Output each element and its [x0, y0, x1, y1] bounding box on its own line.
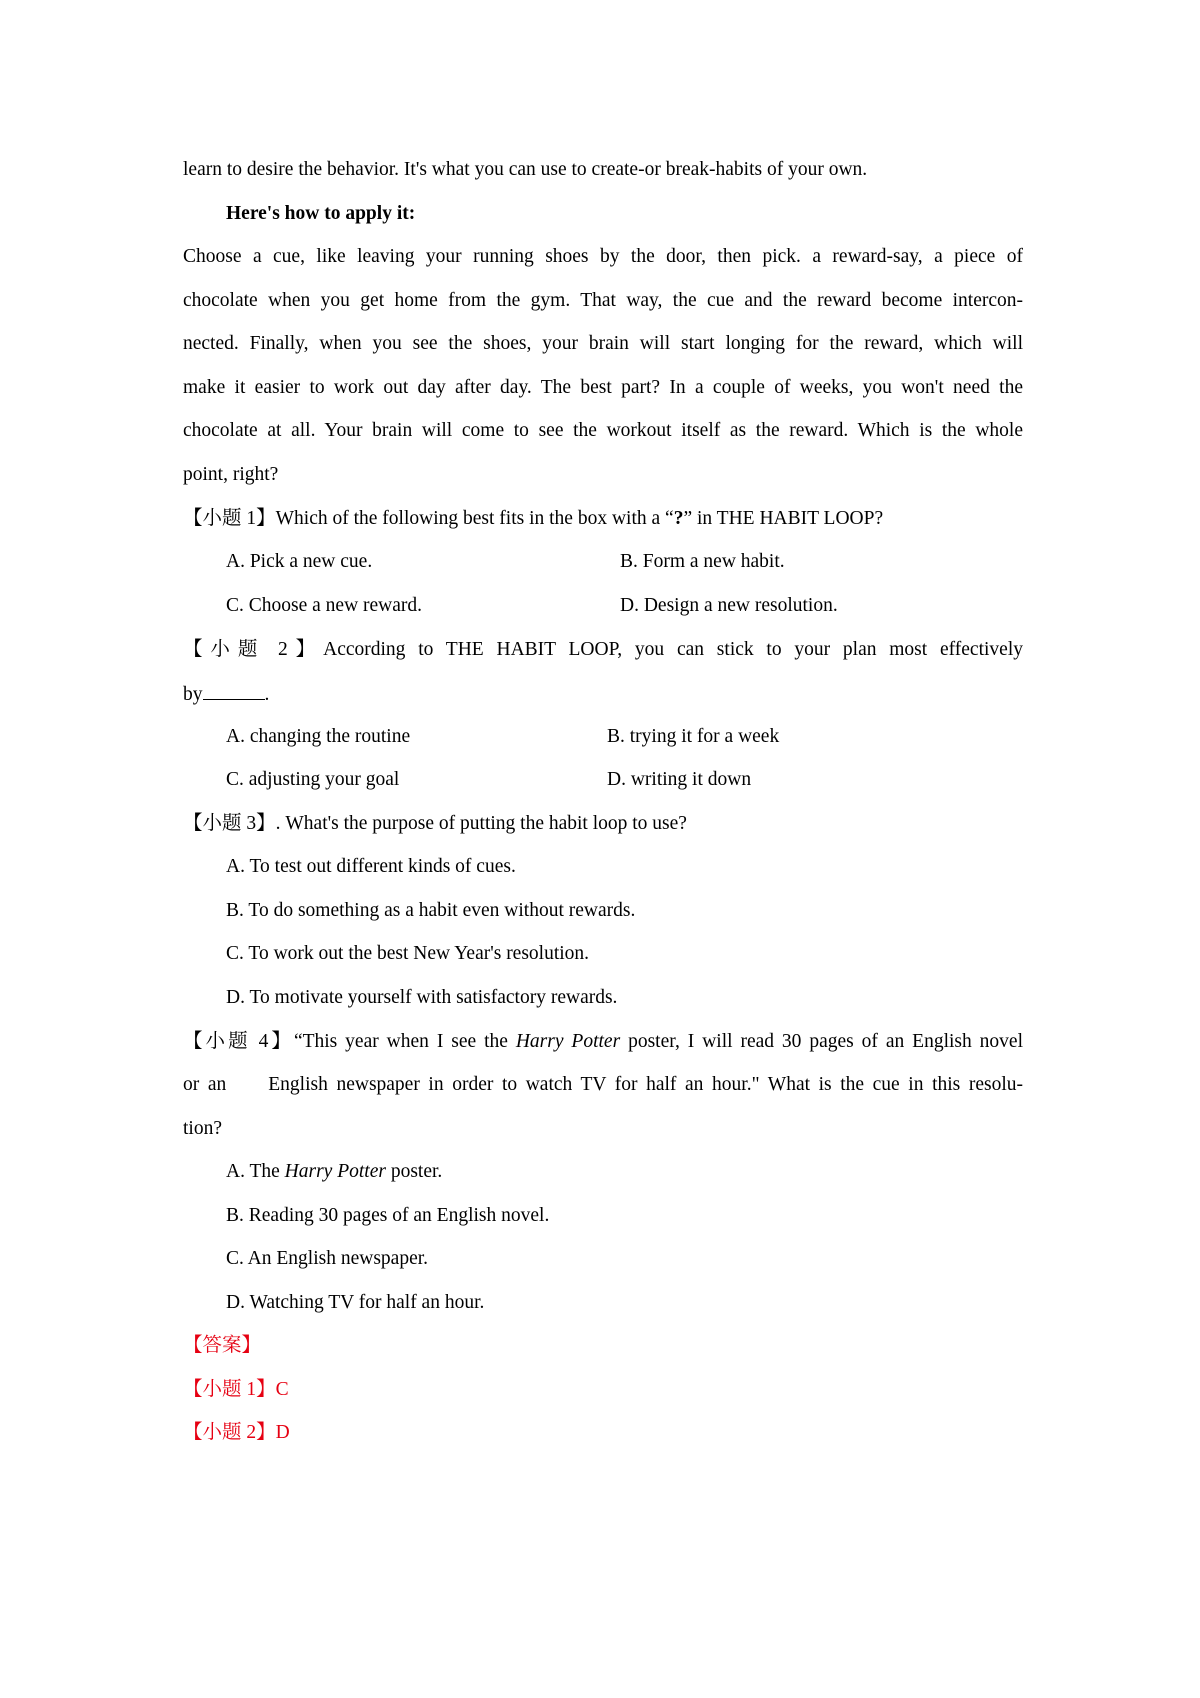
question-label: 【小题 3】: [183, 813, 276, 834]
answer-heading: 【答案】: [183, 1335, 262, 1356]
option-a: A. The Harry Potter poster.: [226, 1161, 443, 1182]
question-label: 【小题 4】: [183, 1031, 294, 1052]
option-c: C. Choose a new reward.: [226, 595, 423, 616]
question-4-stem-cont: or an English newspaper in order to watch TV for half an hour." What is the cue in this resolu-: [183, 1074, 1024, 1095]
option-b: B. trying it for a week: [607, 726, 780, 747]
option-a: A. To test out different kinds of cues.: [226, 856, 516, 877]
question-4-stem: 【小题 4】“This year when I see the Harry Potter poster, I will read 30 pages of an English novel: [183, 1031, 1024, 1052]
section-heading: Here's how to apply it:: [226, 203, 416, 224]
question-2-stem: 【小题 2】According to THE HABIT LOOP, you can stick to your plan most effectively: [183, 639, 1023, 660]
question-2-options-row-1: [226, 724, 1066, 750]
paragraph-line: nected. Finally, when you see the shoes, your brain will start longing for the reward, which will: [183, 333, 1023, 354]
option-c: C. An English newspaper.: [226, 1248, 429, 1269]
paragraph-line: chocolate at all. Your brain will come to see the workout itself as the reward. Which is the whole: [183, 420, 1023, 441]
option-b: B. Form a new habit.: [620, 551, 785, 572]
question-label: 【小题 2】: [183, 639, 324, 660]
intro-line: learn to desire the behavior. It's what you can use to create-or break-habits of your own.: [183, 159, 868, 180]
option-a: A. Pick a new cue.: [226, 551, 373, 572]
option-b: B. To do something as a habit even without rewards.: [226, 900, 636, 921]
option-c: C. adjusting your goal: [226, 769, 400, 790]
book-title: Harry Potter: [284, 1161, 386, 1182]
question-2-options-row-2: [226, 767, 1066, 793]
question-2-stem-cont: by .: [183, 680, 1023, 708]
option-c: C. To work out the best New Year's resolution.: [226, 943, 590, 964]
answer-1: 【小题 1】C: [183, 1379, 289, 1400]
question-1-stem: 【小题 1】Which of the following best fits in the box with a “?” in THE HABIT LOOP?: [183, 508, 884, 529]
paragraph-line: Choose a cue, like leaving your running shoes by the door, then pick. a reward-say, a piece of: [183, 246, 1023, 267]
question-3-stem: 【小题 3】. What's the purpose of putting the habit loop to use?: [183, 813, 687, 834]
option-d: D. Watching TV for half an hour.: [226, 1292, 485, 1313]
paragraph-line: make it easier to work out day after day. The best part? In a couple of weeks, you won't need the: [183, 377, 1023, 398]
answer-blank: [203, 680, 265, 700]
option-d: D. To motivate yourself with satisfactory rewards.: [226, 987, 618, 1008]
question-4-stem-end: tion?: [183, 1118, 222, 1139]
question-1-options-row-1: [226, 549, 1066, 575]
option-d: D. writing it down: [607, 769, 752, 790]
option-d: D. Design a new resolution.: [620, 595, 838, 616]
option-a: A. changing the routine: [226, 726, 411, 747]
book-title: Harry Potter: [515, 1031, 621, 1052]
question-1-options-row-2: [226, 593, 1066, 619]
option-b: B. Reading 30 pages of an English novel.: [226, 1205, 550, 1226]
paragraph-line: point, right?: [183, 464, 279, 485]
answer-2: 【小题 2】D: [183, 1422, 290, 1443]
question-label: 【小题 1】: [183, 508, 276, 529]
paragraph-line: chocolate when you get home from the gym. That way, the cue and the reward become intercon-: [183, 290, 1023, 311]
